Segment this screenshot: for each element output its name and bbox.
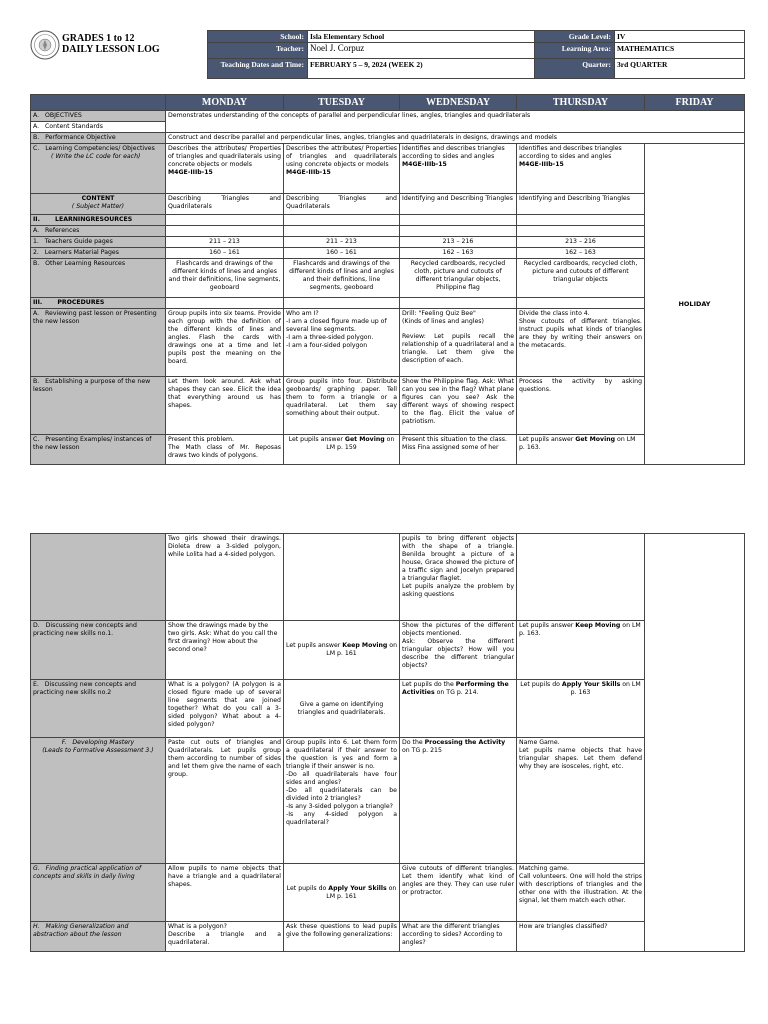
friday-holiday: HOLIDAY: [645, 144, 745, 465]
tg-wednesday: 213 – 216: [400, 237, 517, 248]
performance-label: B. Performance Objective: [31, 133, 166, 144]
competency-tuesday: Describes the attributes/ Properties of triangles and quadrilaterals using concrete objects or models M4GE-IIIb-15: [284, 144, 400, 194]
discussing1-wednesday: Show the pictures of the different objects mentioned. Ask: Observe the different triangular objects? How will you describe the different triangular objects?: [400, 621, 517, 680]
competency-thursday: Identifies and describes triangles according to sides and angles M4GE-IIIb-15: [517, 144, 645, 194]
purpose-label: B. Establishing a purpose of the new lesson: [31, 377, 166, 435]
lm-thursday: 162 – 163: [517, 248, 645, 259]
presenting-continued-label: [31, 534, 166, 621]
generalization-thursday: How are triangles classified?: [517, 922, 645, 952]
presenting-tuesday-continued: [284, 534, 400, 621]
content-wednesday: Identifying and Describing Triangles: [400, 194, 517, 215]
discussing2-tuesday: Give a game on identifying triangles and quadrilaterals.: [284, 680, 400, 738]
practical-label: G. Finding practical application of concepts and skills in daily living: [31, 864, 166, 922]
empty-cell: [284, 215, 400, 226]
presenting-wednesday: Present this situation to the class. Miss Fina assigned some of her: [400, 435, 517, 465]
content-tuesday: Describing Triangles and Quadrilaterals: [284, 194, 400, 215]
mastery-thursday: Name Game. Let pupils name objects that have triangular shapes. Let them defend why they are isosceles, right, etc.: [517, 738, 645, 864]
performance-text: Construct and describe parallel and perpendicular lines, angles, triangles and quadrilaterals in designs, drawings and models: [166, 133, 745, 144]
competency-monday: Describes the attributes/ Properties of triangles and quadrilaterals using concrete objects or models M4GE-IIIb-15: [166, 144, 284, 194]
day-header-thursday: THURSDAY: [517, 95, 645, 111]
empty-cell: [517, 215, 645, 226]
grade-value: IV: [615, 31, 745, 43]
presenting-wednesday-continued: pupils to bring different objects with the shape of a triangle. Benilda brought a picture of a house, Grace showed the picture of a traffic sign and Jocelyn prepared a triangular flaglet. Let pupils analyze the problem by asking questions: [400, 534, 517, 621]
lm-tuesday: 160 – 161: [284, 248, 400, 259]
lesson-log-table-continued: [30, 533, 745, 952]
other-resources-label: B. Other Learning Resources: [31, 259, 166, 298]
purpose-thursday: Process the activity by asking questions.: [517, 377, 645, 435]
generalization-wednesday: What are the different triangles according to sides? According to angles?: [400, 922, 517, 952]
discussing1-thursday: Let pupils answer Keep Moving on LM p. 163.: [517, 621, 645, 680]
objectives-label: A. OBJECTIVES: [31, 111, 166, 122]
presenting-label: C. Presenting Examples/ instances of the new lesson: [31, 435, 166, 465]
procedures-label: III. PROCEDURES: [31, 298, 166, 309]
area-value: MATHEMATICS: [615, 43, 745, 59]
purpose-tuesday: Group pupils into four. Distribute geoboards/ graphing paper. Tell them to form a triangle or a quadrilateral. Let them say something about their output.: [284, 377, 400, 435]
mastery-tuesday: Group pupils into 6. Let them form a quadrilateral if their answer to the question is yes and form a triangle if their answer is no. -Do all quadrilaterals have four sides and angles? -Do all quadrilaterals can be divided into 2 triangles? -Is any 3-sided polygon a triangle? -Is any 4-sided polygon a quadrilateral?: [284, 738, 400, 864]
corner-cell: [31, 95, 166, 111]
mastery-monday: Paste cut outs of triangles and Quadrilaterals. Let pupils group them according to number of sides and let them give the name of each group.: [166, 738, 284, 864]
practical-wednesday: Give cutouts of different triangles. Let them identify what kind of angles are they. They can use ruler or protractor.: [400, 864, 517, 922]
generalization-label: H. Making Generalization and abstraction about the lesson: [31, 922, 166, 952]
day-header-monday: MONDAY: [166, 95, 284, 111]
competencies-label: C. Learning Competencies/ Objectives ( Write the LC code for each): [31, 144, 166, 194]
header-info-table: [207, 30, 745, 79]
reviewing-tuesday: Who am I? -I am a closed figure made up of several line segments. -I am a three-sided polygon. -I am a four-sided polygon: [284, 309, 400, 377]
lesson-log-page-2: [30, 533, 744, 952]
empty-cell: [284, 226, 400, 237]
lm-pages-label: 2. Learners Material Pages: [31, 248, 166, 259]
references-label: A. References: [31, 226, 166, 237]
lesson-log-page-1: [30, 94, 744, 465]
presenting-thursday-continued: [517, 534, 645, 621]
other-monday: Flashcards and drawings of the different kinds of lines and angles and their definitions, line segments, geoboard: [166, 259, 284, 298]
discussing1-label: D. Discussing new concepts and practicing new skills no.1.: [31, 621, 166, 680]
other-wednesday: Recycled cardboards, recycled cloth, picture and cutouts of different triangular objects, Philippine flag: [400, 259, 517, 298]
teacher-label: Teacher:: [208, 43, 308, 59]
empty-cell: [284, 298, 400, 309]
dates-value: FEBRUARY 5 – 9, 2024 (WEEK 2): [308, 59, 535, 79]
competency-wednesday: Identifies and describes triangles according to sides and angles M4GE-IIIb-15: [400, 144, 517, 194]
presenting-tuesday: Let pupils answer Get Moving on LM p. 159: [284, 435, 400, 465]
lesson-log-table: [30, 94, 745, 465]
empty-cell: [400, 215, 517, 226]
school-label: School:: [208, 31, 308, 43]
reviewing-thursday: Divide the class into 4. Show cutouts of different triangles. Instruct pupils what kinds of triangles are they by writing their answers on the metacards.: [517, 309, 645, 377]
empty-cell: [400, 226, 517, 237]
reviewing-label: A. Reviewing past lesson or Presenting the new lesson: [31, 309, 166, 377]
practical-tuesday: Let pupils do Apply Your Skills on LM p. 161: [284, 864, 400, 922]
deped-seal-icon: [30, 30, 60, 60]
empty-cell: [517, 226, 645, 237]
lm-wednesday: 162 – 163: [400, 248, 517, 259]
quarter-label: Quarter:: [535, 59, 615, 79]
content-monday: Describing Triangles and Quadrilaterals: [166, 194, 284, 215]
empty-cell: [400, 298, 517, 309]
purpose-wednesday: Show the Philippine flag. Ask: What can you see in the flag? What plane figures can you see? Ask the different ways of showing respect to the flag. Elicit the value of patriotism.: [400, 377, 517, 435]
content-standards-label: A. Content Standards: [31, 122, 166, 133]
empty-cell: [166, 226, 284, 237]
presenting-monday: Present this problem. The Math class of Mr. Reposas draws two kinds of polygons.: [166, 435, 284, 465]
day-header-friday: FRIDAY: [645, 95, 745, 111]
content-standards-text: Demonstrates understanding of the concepts of parallel and perpendicular lines, angles, triangles and quadrilaterals: [166, 111, 745, 133]
teacher-value: Noel J. Corpuz: [308, 43, 535, 59]
discussing1-monday: Show the drawings made by the two girls. Ask: What do you call the first drawing? How about the second one?: [166, 621, 284, 680]
mastery-label: F. Developing Mastery (Leads to Formative Assessment 3.): [31, 738, 166, 864]
tg-tuesday: 211 – 213: [284, 237, 400, 248]
mastery-wednesday: Do the Processing the Activity on TG p. 215: [400, 738, 517, 864]
discussing2-label: E. Discussing new concepts and practicing new skills no.2: [31, 680, 166, 738]
reviewing-wednesday: Drill: "Feeling Quiz Bee" (Kinds of lines and angles) Review: Let pupils recall the relationship of a quadrilateral and a triangle. Let them give the description of each.: [400, 309, 517, 377]
practical-thursday: Matching game. Call volunteers. One will hold the strips with descriptions of triangles and the other one with the illustration. At the signal, let them match each other.: [517, 864, 645, 922]
discussing1-tuesday: Let pupils answer Keep Moving on LM p. 161: [284, 621, 400, 680]
tg-pages-label: 1. Teachers Guide pages: [31, 237, 166, 248]
quarter-value: 3rd QUARTER: [615, 59, 745, 79]
empty-cell: [166, 298, 284, 309]
presenting-thursday: Let pupils answer Get Moving on LM p. 163.: [517, 435, 645, 465]
presenting-monday-continued: Two girls showed their drawings. Dioleta drew a 3-sided polygon, while Lolita had a 4-sided polygon.: [166, 534, 284, 621]
empty-cell: [517, 298, 645, 309]
day-header-tuesday: TUESDAY: [284, 95, 400, 111]
content-thursday: Identifying and Describing Triangles: [517, 194, 645, 215]
document-title: GRADES 1 to 12 DAILY LESSON LOG: [62, 33, 160, 55]
discussing2-wednesday: Let pupils do the Performing the Activities on TG p. 214.: [400, 680, 517, 738]
empty-cell: [166, 215, 284, 226]
tg-monday: 211 – 213: [166, 237, 284, 248]
school-value: Isla Elementary School: [308, 31, 535, 43]
day-header-wednesday: WEDNESDAY: [400, 95, 517, 111]
tg-thursday: 213 – 216: [517, 237, 645, 248]
practical-monday: Allow pupils to name objects that have a triangle and a quadrilateral shapes.: [166, 864, 284, 922]
discussing2-thursday: Let pupils do Apply Your Skills on LM p. 163: [517, 680, 645, 738]
grade-label: Grade Level:: [535, 31, 615, 43]
area-label: Learning Area:: [535, 43, 615, 59]
content-label: CONTENT ( Subject Matter): [31, 194, 166, 215]
discussing2-monday: What is a polygon? (A polygon is a closed figure made up of several line segments that are joined together? What do you call a 3-sided polygon? What about a 4-sided polygon?: [166, 680, 284, 738]
other-thursday: Recycled cardboards, recycled cloth, picture and cutouts of different triangular objects: [517, 259, 645, 298]
other-tuesday: Flashcards and drawings of the different kinds of lines and angles and their definitions, line segments, geoboard: [284, 259, 400, 298]
lm-monday: 160 – 161: [166, 248, 284, 259]
friday-column-continued: [645, 534, 745, 952]
dates-label: Teaching Dates and Time:: [208, 59, 308, 79]
reviewing-monday: Group pupils into six teams. Provide each group with the definition of the different kinds of lines and angles. Flash the cards with drawings one at a time and let pupils post the meaning on the board.: [166, 309, 284, 377]
generalization-monday: What is a polygon? Describe a triangle and a quadrilateral.: [166, 922, 284, 952]
generalization-tuesday: Ask these questions to lead pupils give the following generalizations:: [284, 922, 400, 952]
resources-label: II. LEARNINGRESOURCES: [31, 215, 166, 226]
header: [30, 30, 744, 78]
purpose-monday: Let them look around. Ask what shapes they can see. Elicit the idea that everything around us has shapes.: [166, 377, 284, 435]
